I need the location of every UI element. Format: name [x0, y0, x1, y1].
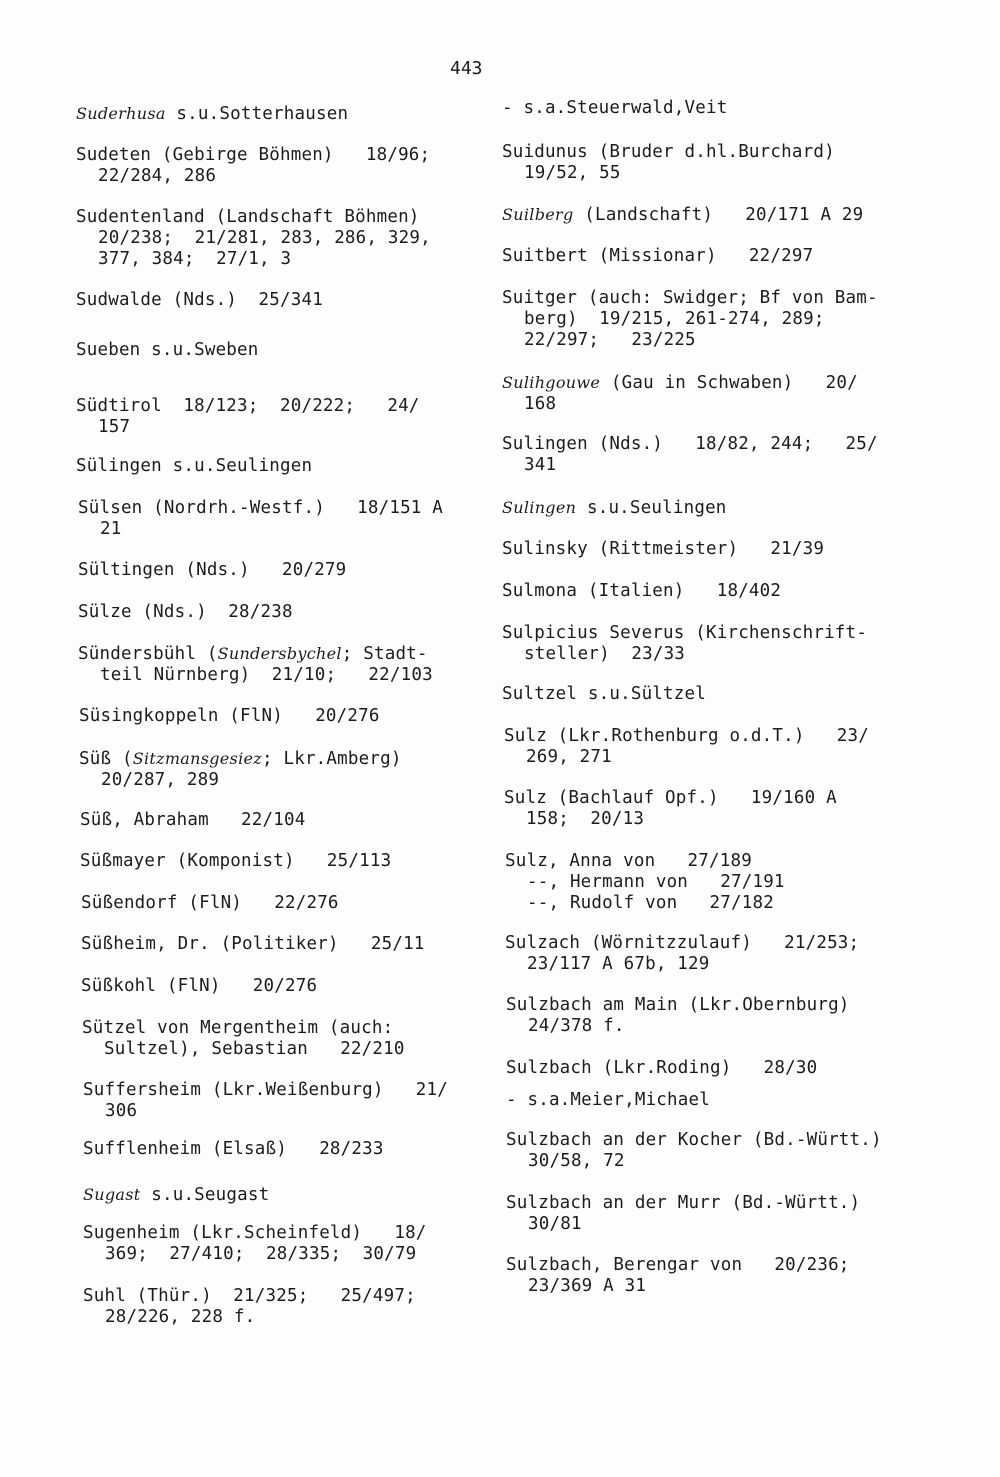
index-entry — [76, 207, 431, 270]
entry-text: Sültingen (Nds.) 20/279 — [78, 560, 347, 580]
index-entry-line — [78, 519, 443, 540]
entry-text: Sultzel s.u.Sültzel — [502, 684, 706, 704]
entry-text: Sulinsky (Rittmeister) 21/39 — [502, 539, 825, 559]
index-entry — [502, 372, 858, 415]
index-entry-line — [502, 623, 867, 644]
index-entry-line — [79, 748, 402, 770]
index-entry-line — [76, 207, 431, 228]
index-entry — [506, 1090, 710, 1111]
index-entry-line — [78, 560, 346, 581]
entry-text: Sulpicius Severus (Kirchenschrift- — [502, 623, 868, 643]
entry-text: Süß, Abraham 22/104 — [80, 810, 306, 830]
italic-term: Sulingen — [502, 498, 577, 517]
entry-text: 23/369 A 31 — [528, 1276, 647, 1296]
index-entry-line — [502, 581, 781, 602]
index-entry — [76, 145, 430, 187]
index-entry — [502, 684, 706, 705]
entry-text: Sudentenland (Landschaft Böhmen) — [76, 207, 420, 227]
entry-text: 20/287, 289 — [101, 770, 220, 790]
index-entry — [506, 1130, 882, 1172]
index-entry-line — [502, 246, 813, 267]
entry-text: Suitger (auch: Swidger; Bf von Bam- — [502, 288, 878, 308]
entry-text: s.u.Sotterhausen — [165, 104, 349, 124]
index-entry-line — [502, 142, 835, 163]
index-entry — [76, 456, 312, 477]
entry-text: Sugenheim (Lkr.Scheinfeld) 18/ — [83, 1223, 427, 1243]
index-entry-line — [502, 539, 824, 560]
index-entry — [506, 995, 850, 1037]
index-entry — [504, 726, 869, 768]
entry-text: Suidunus (Bruder d.hl.Burchard) — [502, 142, 835, 162]
entry-text: Süsingkoppeln (FlN) 20/276 — [79, 706, 380, 726]
index-entry-line — [506, 1058, 817, 1079]
index-entry — [76, 396, 420, 438]
index-entry-line — [83, 1307, 416, 1328]
index-entry-line — [78, 498, 443, 519]
entry-text: ; Stadt- — [341, 644, 428, 664]
entry-text: (Landschaft) 20/171 A 29 — [573, 205, 864, 225]
index-entry-line — [502, 330, 878, 351]
index-entry-line — [76, 340, 259, 361]
index-entry-line — [81, 934, 425, 955]
index-entry-line — [76, 166, 430, 187]
index-entry-line — [502, 497, 727, 519]
entry-text: steller) 23/33 — [524, 644, 686, 664]
index-entry-line — [506, 1130, 882, 1151]
entry-text: Sulzbach, Berengar von 20/236; — [506, 1255, 850, 1275]
index-entry — [76, 290, 323, 311]
index-entry — [502, 497, 727, 519]
entry-text: - s.a.Steuerwald,Veit — [502, 98, 728, 118]
entry-text: ; Lkr.Amberg) — [262, 749, 402, 769]
index-entry-line — [83, 1139, 384, 1160]
entry-text: Süß ( — [79, 749, 133, 769]
index-entry — [502, 539, 824, 560]
index-entry — [83, 1139, 384, 1160]
entry-text: Sulingen (Nds.) 18/82, 244; 25/ — [502, 434, 878, 454]
entry-text: s.u.Seulingen — [576, 498, 727, 518]
entry-text: 21 — [100, 519, 122, 539]
entry-text: 19/52, 55 — [524, 163, 621, 183]
index-entry — [79, 706, 380, 727]
entry-text: berg) 19/215, 261-274, 289; — [524, 309, 825, 329]
index-entry-line — [76, 249, 431, 270]
entry-text: Suhl (Thür.) 21/325; 25/497; — [83, 1286, 416, 1306]
index-entry — [502, 246, 813, 267]
entry-text: 369; 27/410; 28/335; 30/79 — [105, 1244, 417, 1264]
index-entry — [506, 1058, 817, 1079]
entry-text: Sudwalde (Nds.) 25/341 — [76, 290, 323, 310]
entry-text: (Gau in Schwaben) 20/ — [600, 373, 858, 393]
index-entry — [502, 204, 863, 226]
index-entry-line — [78, 602, 293, 623]
entry-text: Sueben s.u.Sweben — [76, 340, 259, 360]
index-entry — [81, 893, 339, 914]
index-entry-line — [504, 809, 837, 830]
index-entry — [83, 1184, 269, 1206]
index-entry-line — [506, 1255, 850, 1276]
index-entry-line — [83, 1101, 448, 1122]
index-entry-line — [83, 1080, 448, 1101]
entry-text: 30/81 — [528, 1214, 582, 1234]
index-entry — [502, 98, 727, 119]
index-entry — [502, 142, 835, 184]
index-entry — [506, 1193, 860, 1235]
entry-text: Suitbert (Missionar) 22/297 — [502, 246, 814, 266]
index-entry-line — [505, 933, 859, 954]
entry-text: Sultzel), Sebastian 22/210 — [104, 1039, 405, 1059]
index-entry-line — [79, 770, 402, 791]
entry-text: 24/378 f. — [528, 1016, 625, 1036]
index-entry-line — [76, 290, 323, 311]
index-entry-line — [76, 228, 431, 249]
index-entry — [81, 976, 317, 997]
entry-text: 22/297; 23/225 — [524, 330, 696, 350]
entry-text: Sulzbach (Lkr.Roding) 28/30 — [506, 1058, 818, 1078]
index-entry-line — [506, 1016, 850, 1037]
index-entry — [83, 1286, 416, 1328]
index-entry-line — [78, 643, 433, 665]
index-entry-line — [83, 1223, 427, 1244]
entry-text: 22/284, 286 — [98, 166, 217, 186]
index-entry-line — [76, 396, 420, 417]
index-entry-line — [502, 455, 878, 476]
index-entry-line — [83, 1184, 269, 1206]
entry-text: --, Hermann von 27/191 — [527, 872, 785, 892]
entry-text: Südtirol 18/123; 20/222; 24/ — [76, 396, 420, 416]
entry-text: 157 — [98, 417, 131, 437]
entry-text: Süßkohl (FlN) 20/276 — [81, 976, 318, 996]
index-entry — [502, 288, 878, 351]
entry-text: 158; 20/13 — [526, 809, 645, 829]
index-entry-line — [502, 309, 878, 330]
index-entry-line — [506, 1276, 850, 1297]
index-entry-line — [81, 893, 339, 914]
entry-text: - s.a.Meier,Michael — [506, 1090, 710, 1110]
index-entry-line — [504, 788, 837, 809]
index-entry-line — [506, 1193, 860, 1214]
entry-text: Sündersbühl ( — [78, 644, 218, 664]
index-entry — [506, 1255, 850, 1297]
italic-term: Suilberg — [502, 205, 574, 224]
index-entry-line — [82, 1018, 405, 1039]
entry-text: 30/58, 72 — [528, 1151, 625, 1171]
entry-text: Sulz (Bachlauf Opf.) 19/160 A — [504, 788, 837, 808]
index-entry-line — [78, 665, 433, 686]
index-entry-line — [79, 706, 380, 727]
index-entry-line — [505, 893, 785, 914]
index-entry — [505, 933, 859, 975]
entry-text: Sulzbach an der Murr (Bd.-Württ.) — [506, 1193, 861, 1213]
entry-text: Sulmona (Italien) 18/402 — [502, 581, 782, 601]
index-entry-line — [502, 434, 878, 455]
index-entry — [502, 623, 867, 665]
index-entry-line — [502, 394, 858, 415]
index-entry-line — [76, 103, 348, 125]
entry-text: Sülingen s.u.Seulingen — [76, 456, 313, 476]
index-entry-line — [83, 1244, 427, 1265]
entry-text: Sülze (Nds.) 28/238 — [78, 602, 293, 622]
entry-text: 269, 271 — [526, 747, 612, 767]
index-entry — [502, 581, 781, 602]
index-entry-line — [502, 204, 863, 226]
index-entry-line — [504, 747, 869, 768]
index-entry — [76, 340, 259, 361]
index-entry-line — [505, 954, 859, 975]
entry-text: 341 — [524, 455, 557, 475]
index-entry — [78, 602, 293, 623]
index-entry-line — [82, 1039, 405, 1060]
entry-text: Sudeten (Gebirge Böhmen) 18/96; — [76, 145, 431, 165]
italic-term: Sulihgouwe — [502, 373, 601, 392]
index-entry-line — [502, 684, 706, 705]
entry-text: Süßmayer (Komponist) 25/113 — [80, 851, 392, 871]
italic-term: Sugast — [83, 1185, 141, 1204]
index-entry-line — [506, 1151, 882, 1172]
index-entry-line — [504, 726, 869, 747]
entry-text: 306 — [105, 1101, 138, 1121]
entry-text: Sulzbach an der Kocher (Bd.-Württ.) — [506, 1130, 882, 1150]
entry-text: 168 — [524, 394, 557, 414]
entry-text: Sulzach (Wörnitzzulauf) 21/253; — [505, 933, 860, 953]
index-entry-line — [76, 145, 430, 166]
index-entry-line — [502, 163, 835, 184]
index-entry-line — [80, 851, 391, 872]
index-entry-line — [502, 288, 878, 309]
italic-term: Suderhusa — [76, 104, 166, 123]
index-entry — [79, 748, 402, 791]
entry-text: --, Rudolf von 27/182 — [527, 893, 774, 913]
index-entry-line — [76, 456, 312, 477]
index-entry — [78, 560, 346, 581]
index-entry — [83, 1080, 448, 1122]
index-entry-line — [505, 872, 785, 893]
entry-text: 28/226, 228 f. — [105, 1307, 256, 1327]
index-entry — [80, 810, 305, 831]
italic-term: Sundersbychel — [217, 644, 342, 663]
entry-text: Suffersheim (Lkr.Weißenburg) 21/ — [83, 1080, 449, 1100]
index-entry — [78, 498, 443, 540]
entry-text: Süßendorf (FlN) 22/276 — [81, 893, 339, 913]
index-entry-line — [506, 995, 850, 1016]
index-entry — [81, 934, 425, 955]
index-entry — [502, 434, 878, 476]
index-entry-line — [80, 810, 305, 831]
index-entry-line — [502, 372, 858, 394]
index-entry — [78, 643, 433, 686]
index-entry — [83, 1223, 427, 1265]
entry-text: Sützel von Mergentheim (auch: — [82, 1018, 394, 1038]
index-entry — [76, 103, 348, 125]
page-number: 443 — [450, 58, 483, 79]
entry-text: teil Nürnberg) 21/10; 22/103 — [100, 665, 433, 685]
index-entry — [505, 851, 785, 914]
entry-text: Sülsen (Nordrh.-Westf.) 18/151 A — [78, 498, 444, 518]
entry-text: 377, 384; 27/1, 3 — [98, 249, 292, 269]
index-entry-line — [502, 98, 727, 119]
index-entry-line — [502, 644, 867, 665]
entry-text: s.u.Seugast — [140, 1185, 270, 1205]
index-entry-line — [81, 976, 317, 997]
italic-term: Sitzmansgesiez — [132, 749, 262, 768]
entry-text: Sulzbach am Main (Lkr.Obernburg) — [506, 995, 850, 1015]
index-entry — [504, 788, 837, 830]
index-entry — [82, 1018, 405, 1060]
entry-text: 20/238; 21/281, 283, 286, 329, — [98, 228, 431, 248]
index-entry-line — [506, 1214, 860, 1235]
entry-text: Sufflenheim (Elsaß) 28/233 — [83, 1139, 384, 1159]
entry-text: 23/117 A 67b, 129 — [527, 954, 710, 974]
index-entry-line — [506, 1090, 710, 1111]
entry-text: Sulz, Anna von 27/189 — [505, 851, 752, 871]
index-entry — [80, 851, 391, 872]
entry-text: Süßheim, Dr. (Politiker) 25/11 — [81, 934, 425, 954]
index-entry-line — [76, 417, 420, 438]
index-entry-line — [83, 1286, 416, 1307]
entry-text: Sulz (Lkr.Rothenburg o.d.T.) 23/ — [504, 726, 870, 746]
index-entry-line — [505, 851, 785, 872]
